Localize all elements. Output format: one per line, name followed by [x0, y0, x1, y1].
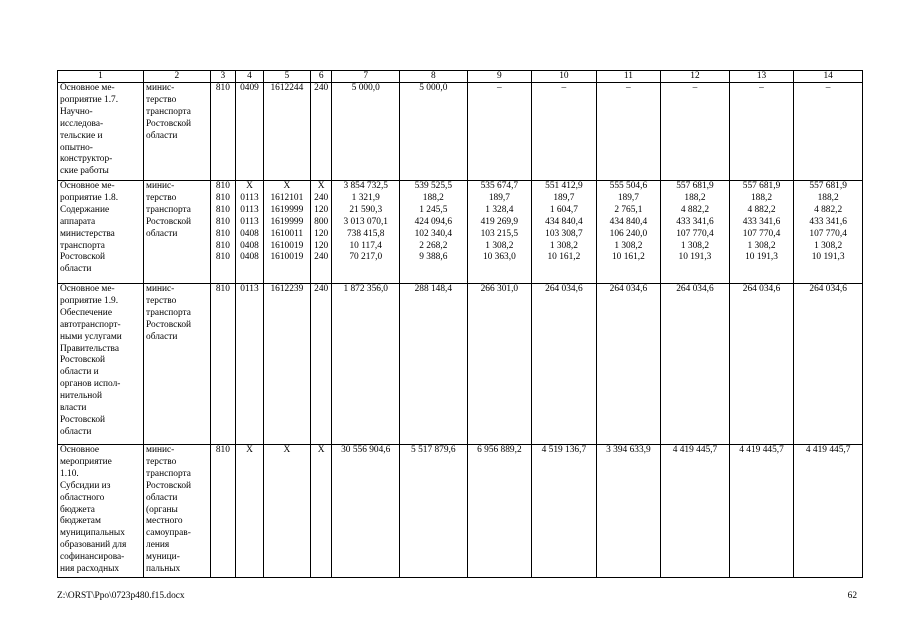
cell-value: 188,2 — [684, 192, 706, 203]
table-row — [58, 445, 863, 578]
cell-value: 3 013 070,1 — [343, 216, 388, 227]
section-code-cell — [236, 83, 264, 181]
cell-value: – — [626, 83, 631, 93]
cell-value: 555 504,6 — [609, 181, 648, 191]
year-2015-cell — [467, 445, 532, 578]
cell-value: X — [283, 445, 291, 455]
year-2019-cell — [729, 181, 794, 284]
year-2016-cell — [532, 83, 597, 181]
year-2017-cell — [596, 83, 661, 181]
cell-value: 557 681,9 — [742, 181, 781, 191]
cell-value: 1 308,2 — [614, 240, 643, 251]
column-number-header: 14 — [794, 71, 863, 83]
year-2016-cell — [532, 284, 597, 445]
cell-value: 10 191,3 — [678, 252, 712, 263]
total-amount-cell — [332, 83, 400, 181]
column-number-header: 3 — [210, 71, 236, 83]
cell-value: X — [283, 181, 291, 191]
cell-value: 189,7 — [553, 192, 575, 203]
target-article-code-cell — [263, 181, 310, 284]
year-2018-cell — [661, 284, 730, 445]
column-number-header: 4 — [236, 71, 264, 83]
cell-value: – — [692, 83, 698, 93]
cell-value: 103 308,7 — [545, 228, 583, 239]
executor: минис- терство транспорта Ростовской области — [144, 284, 211, 445]
activity-name: Основное ме- роприятие 1.9. Обеспечение автотранспорт- ными услугами Правительства Ростовской области и органов испол- нительной власти Ростовской области — [58, 284, 144, 445]
cell-value: 3 394 633,9 — [606, 445, 651, 455]
cell-value: 434 840,4 — [545, 216, 583, 227]
table-body — [58, 71, 863, 578]
executor: минис- терство транспорта Ростовской области — [144, 83, 211, 181]
cell-value: 0113 — [240, 216, 259, 227]
cell-value: 535 674,7 — [480, 181, 519, 191]
cell-value: 0408 — [240, 228, 259, 239]
cell-value: 810 — [215, 216, 230, 227]
cell-value: 1 308,2 — [814, 240, 843, 251]
cell-value: 1612239 — [270, 284, 304, 294]
cell-value: 10 191,3 — [811, 252, 845, 263]
year-2020-cell — [794, 284, 863, 445]
column-number-header: 13 — [729, 71, 794, 83]
cell-value: 264 034,6 — [742, 284, 781, 294]
cell-value: 433 341,6 — [742, 216, 781, 227]
cell-value: 10 117,4 — [349, 240, 382, 251]
cell-value: 189,7 — [617, 192, 639, 203]
cell-value: 1 321,9 — [351, 192, 380, 203]
cell-value: 0113 — [240, 284, 259, 294]
year-2014-cell — [400, 284, 468, 445]
cell-value: 188,2 — [750, 192, 773, 203]
year-2014-cell — [400, 83, 468, 181]
cell-value: 810 — [215, 240, 230, 251]
cell-value: 188,2 — [817, 192, 839, 203]
cell-value: 424 094,6 — [414, 216, 453, 227]
section-code-cell — [236, 445, 264, 578]
cell-value: 4 419 445,7 — [672, 445, 718, 455]
cell-value: 10 191,3 — [745, 252, 778, 263]
footer-file-path: Z:\ORST\Ppo\0723p480.f15.docx — [57, 591, 185, 601]
cell-value: 810 — [215, 228, 230, 239]
cell-value: 1 872 356,0 — [343, 284, 388, 294]
cell-value: 0113 — [240, 204, 259, 215]
column-number-header: 2 — [144, 71, 211, 83]
year-2014-cell — [400, 181, 468, 284]
cell-value: 4 882,2 — [747, 204, 776, 215]
cell-value: 5 000,0 — [351, 83, 380, 93]
cell-value: X — [317, 445, 325, 455]
cell-value: 107 770,4 — [676, 228, 714, 239]
cell-value: 10 363,0 — [482, 252, 516, 263]
year-2017-cell — [596, 284, 661, 445]
year-2018-cell — [661, 445, 730, 578]
cell-value: 0409 — [240, 83, 259, 93]
year-2015-cell — [467, 181, 532, 284]
year-2018-cell — [661, 181, 730, 284]
cell-value: 539 525,5 — [414, 181, 453, 191]
cell-value: 1610019 — [270, 240, 304, 251]
cell-value: 433 341,6 — [676, 216, 714, 227]
year-2015-cell — [467, 83, 532, 181]
cell-value: 1 308,2 — [747, 240, 776, 251]
activity-name: Основное мероприятие 1.10. Субсидии из областного бюджета бюджетам муниципальных образований для софинансирова- ния расходных — [58, 445, 144, 578]
cell-value: 102 340,4 — [414, 228, 453, 239]
cell-value: 551 412,9 — [545, 181, 583, 191]
cell-value: – — [497, 83, 502, 93]
year-2018-cell — [661, 83, 730, 181]
column-number-header: 11 — [596, 71, 661, 83]
cell-value: 120 — [314, 204, 329, 215]
cell-value: 5 517 879,6 — [411, 445, 456, 455]
cell-value: 6 956 889,2 — [477, 445, 522, 455]
year-2017-cell — [596, 445, 661, 578]
cell-value: 4 419 445,7 — [805, 445, 851, 455]
cell-value: 810 — [215, 445, 230, 455]
cell-value: 10 161,2 — [547, 252, 581, 263]
cell-value: 0113 — [240, 192, 259, 203]
cell-value: 240 — [314, 252, 329, 263]
budget-admin-code-cell — [210, 83, 236, 181]
cell-value: 288 148,4 — [414, 284, 453, 294]
cell-value: 264 034,6 — [545, 284, 583, 294]
cell-value: 810 — [215, 252, 230, 263]
cell-value: 738 415,8 — [346, 228, 385, 239]
cell-value: – — [561, 83, 567, 93]
cell-value: 266 301,0 — [480, 284, 519, 294]
budget-admin-code-cell — [210, 181, 236, 284]
cell-value: 264 034,6 — [609, 284, 648, 294]
expense-type-code-cell — [310, 83, 332, 181]
section-code-cell — [236, 181, 264, 284]
cell-value: 1619999 — [270, 204, 304, 215]
cell-value: 810 — [215, 204, 230, 215]
cell-value: 106 240,0 — [609, 228, 648, 239]
total-amount-cell — [332, 445, 400, 578]
cell-value: 1 308,2 — [485, 240, 514, 251]
cell-value: 4 882,2 — [680, 204, 710, 215]
cell-value: 107 770,4 — [742, 228, 781, 239]
cell-value: X — [317, 181, 325, 191]
cell-value: 1 328,4 — [485, 204, 514, 215]
cell-value: 264 034,6 — [809, 284, 847, 294]
cell-value: 103 215,5 — [480, 228, 519, 239]
column-number-header: 7 — [332, 71, 400, 83]
cell-value: 557 681,9 — [809, 181, 847, 191]
cell-value: 2 765,1 — [614, 204, 643, 215]
expense-type-code-cell — [310, 445, 332, 578]
year-2016-cell — [532, 181, 597, 284]
target-article-code-cell — [263, 445, 310, 578]
budget-admin-code-cell — [210, 445, 236, 578]
column-number-header: 12 — [661, 71, 730, 83]
cell-value: 0408 — [240, 240, 259, 251]
executor: минис- терство транспорта Ростовской области — [144, 181, 211, 284]
cell-value: 3 854 732,5 — [343, 181, 388, 191]
cell-value: 1619999 — [270, 216, 304, 227]
budget-admin-code-cell — [210, 284, 236, 445]
cell-value: 810 — [215, 284, 230, 294]
cell-value: 1612244 — [270, 83, 304, 93]
activity-name: Основное ме- роприятие 1.7. Научно- исследова- тельские и опытно- конструктор- ские работы — [58, 83, 144, 181]
table-row — [58, 181, 863, 284]
cell-value: 9 388,6 — [419, 252, 448, 263]
column-number-header: 10 — [532, 71, 597, 83]
cell-value: 1610019 — [270, 252, 304, 263]
year-2016-cell — [532, 445, 597, 578]
expense-type-code-cell — [310, 284, 332, 445]
cell-value: 264 034,6 — [676, 284, 714, 294]
year-2020-cell — [794, 445, 863, 578]
cell-value: 1612101 — [270, 192, 304, 203]
cell-value: 4 419 445,7 — [739, 445, 784, 455]
cell-value: 800 — [314, 216, 329, 227]
cell-value: 120 — [314, 240, 329, 251]
cell-value: – — [759, 83, 764, 93]
cell-value: 810 — [215, 192, 230, 203]
total-amount-cell — [332, 284, 400, 445]
cell-value: 0408 — [240, 252, 259, 263]
cell-value: 21 590,3 — [349, 204, 383, 215]
cell-value: 10 161,2 — [611, 252, 645, 263]
column-number-header: 9 — [467, 71, 532, 83]
cell-value: – — [825, 83, 831, 93]
cell-value: 1 308,2 — [680, 240, 710, 251]
target-article-code-cell — [263, 284, 310, 445]
cell-value: 188,2 — [422, 192, 444, 203]
cell-value: 419 269,9 — [480, 216, 519, 227]
table-row — [58, 83, 863, 181]
cell-value: 5 000,0 — [419, 83, 448, 93]
cell-value: 4 882,2 — [814, 204, 843, 215]
table-row — [58, 284, 863, 445]
cell-value: 30 556 904,6 — [341, 445, 391, 455]
cell-value: 1 604,7 — [549, 204, 578, 215]
cell-value: 70 217,0 — [349, 252, 383, 263]
target-article-code-cell — [263, 83, 310, 181]
cell-value: 810 — [215, 181, 230, 191]
cell-value: X — [246, 445, 253, 455]
cell-value: 433 341,6 — [809, 216, 847, 227]
cell-value: 240 — [314, 192, 329, 203]
header-row — [58, 71, 863, 83]
activity-name: Основное ме- роприятие 1.8. Содержание аппарата министерства транспорта Ростовской области — [58, 181, 144, 284]
page-number: 62 — [847, 591, 857, 601]
column-number-header: 6 — [310, 71, 332, 83]
year-2014-cell — [400, 445, 468, 578]
executor: минис- терство транспорта Ростовской области (органы местного самоуправ- ления муници- пальных — [144, 445, 211, 578]
cell-value: 120 — [314, 228, 329, 239]
column-number-header: 5 — [263, 71, 310, 83]
total-amount-cell — [332, 181, 400, 284]
year-2019-cell — [729, 83, 794, 181]
cell-value: 557 681,9 — [676, 181, 714, 191]
year-2019-cell — [729, 445, 794, 578]
cell-value: 240 — [314, 284, 329, 294]
column-number-header: 1 — [58, 71, 144, 83]
cell-value: 240 — [314, 83, 329, 93]
year-2019-cell — [729, 284, 794, 445]
cell-value: 1 245,5 — [419, 204, 448, 215]
column-number-header: 8 — [400, 71, 468, 83]
cell-value: 107 770,4 — [809, 228, 847, 239]
cell-value: X — [246, 181, 253, 191]
cell-value: 1610011 — [270, 228, 304, 239]
cell-value: 2 268,2 — [419, 240, 448, 251]
cell-value: 4 519 136,7 — [541, 445, 587, 455]
cell-value: 1 308,2 — [549, 240, 578, 251]
budget-table — [57, 70, 863, 578]
cell-value: 434 840,4 — [609, 216, 648, 227]
year-2020-cell — [794, 181, 863, 284]
section-code-cell — [236, 284, 264, 445]
year-2020-cell — [794, 83, 863, 181]
year-2017-cell — [596, 181, 661, 284]
cell-value: 189,7 — [488, 192, 510, 203]
year-2015-cell — [467, 284, 532, 445]
expense-type-code-cell — [310, 181, 332, 284]
cell-value: 810 — [215, 83, 230, 93]
